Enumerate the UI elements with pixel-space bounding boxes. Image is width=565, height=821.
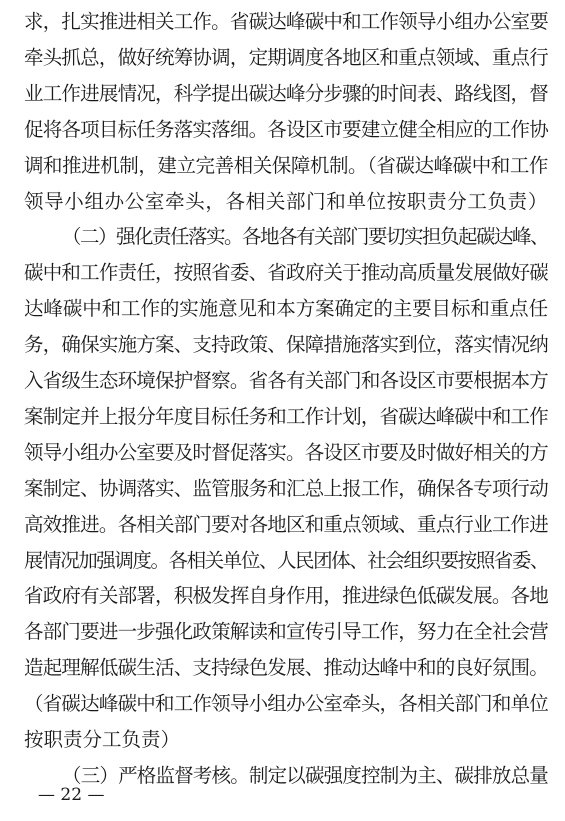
text-line: 入省级生态环境保护督察。省各有关部门和各设区市要根据本方 [24,369,548,392]
text-line: （省碳达峰碳中和工作领导小组办公室牵头，各相关部门和单位 [24,692,548,716]
text-line: 碳中和工作责任，按照省委、省政府关于推动高质量发展做好碳 [24,261,548,285]
text-line: 促将各项目标任务落实落细。各设区市要建立健全相应的工作协 [24,117,548,141]
text-line: 务，确保实施方案、支持政策、保障措施落实到位，落实情况纳 [24,333,548,357]
text-line: 造起理解低碳生活、支持绿色发展、推动达峰中和的良好氛围。 [24,656,548,680]
text-line: （三）严格监督考核。制定以碳强度控制为主、碳排放总量 [62,763,548,787]
text-line: 求，扎实推进相关工作。省碳达峰碳中和工作领导小组办公室要 [24,10,548,33]
text-line: 高效推进。各相关部门要对各地区和重点领域、重点行业工作进 [24,512,548,536]
page-number: — 22 — [38,785,105,805]
text-line: 业工作进展情况，科学提出碳达峰分步骤的时间表、路线图，督 [24,81,548,105]
text-line: 领导小组办公室牵头，各相关部门和单位按职责分工负责） [24,189,548,213]
text-line: 案制定并上报分年度目标任务和工作计划，省碳达峰碳中和工作 [24,404,548,428]
text-line: 省政府有关部署，积极发挥自身作用，推进绿色低碳发展。各地 [24,584,548,608]
text-line: 各部门要进一步强化政策解读和宣传引导工作，努力在全社会营 [24,620,548,644]
text-line: 按职责分工负责） [24,728,181,751]
text-line: 领导小组办公室要及时督促落实。各设区市要及时做好相关的方 [24,440,548,464]
text-line: 展情况加强调度。各相关单位、人民团体、社会组织要按照省委、 [24,548,548,572]
text-line: 达峰碳中和工作的实施意见和本方案确定的主要目标和重点任 [24,297,548,321]
text-line: 牵头抓总，做好统筹协调，定期调度各地区和重点领域、重点行 [24,45,548,69]
text-line: 案制定、协调落实、监管服务和汇总上报工作，确保各专项行动 [24,476,548,500]
text-line: 调和推进机制，建立完善相关保障机制。（省碳达峰碳中和工作 [24,153,548,177]
text-line: （二）强化责任落实。各地各有关部门要切实担负起碳达峰、 [62,225,548,249]
